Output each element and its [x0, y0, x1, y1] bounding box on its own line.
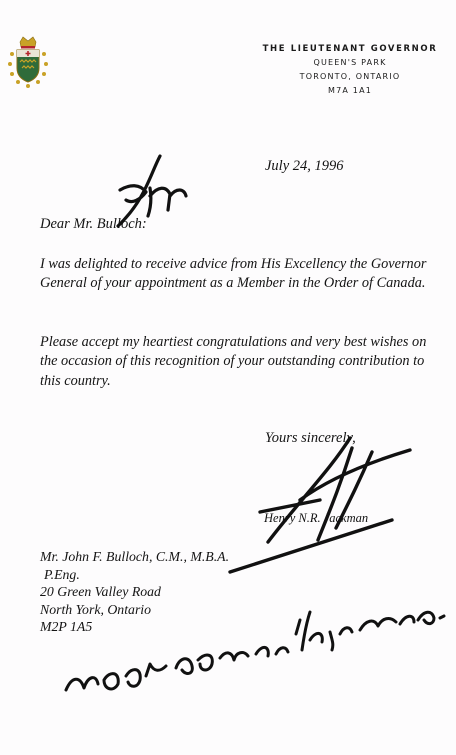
ontario-coat-of-arms-icon — [6, 34, 50, 92]
letterhead-postal: M7A 1A1 — [327, 86, 373, 95]
address-line: M2P 1A5 — [40, 619, 93, 634]
signer-name: Henry N.R. Jackman — [264, 511, 369, 525]
letter-date: July 24, 1996 — [265, 158, 344, 174]
address-line: Mr. John F. Bulloch, C.M., M.B.A. — [40, 549, 230, 564]
letterhead-location: QUEEN'S PARK — [313, 58, 387, 67]
body-paragraph-1: I was delighted to receive advice from His Excellency the Governor General of your appointment as a Member in the Order of Canada. — [40, 256, 427, 292]
address-line: P.Eng. — [44, 566, 80, 582]
body-paragraph-2: Please accept my heartiest congratulations and very best wishes on the occasion of this recognition of your outstanding contribution to this country. — [40, 334, 427, 389]
recipient-address — [40, 548, 229, 636]
letterhead-city: TORONTO, ONTARIO — [299, 72, 401, 81]
address-line: North York, Ontario — [40, 601, 152, 617]
letterhead-office: THE LIEUTENANT GOVERNOR — [262, 44, 438, 54]
salutation: Dear Mr. Bulloch: — [40, 216, 147, 232]
handwritten-signature — [230, 438, 410, 572]
address-line: 20 Green Valley Road — [40, 584, 161, 599]
letterhead — [250, 42, 450, 98]
closing: Yours sincerely, — [265, 430, 356, 446]
